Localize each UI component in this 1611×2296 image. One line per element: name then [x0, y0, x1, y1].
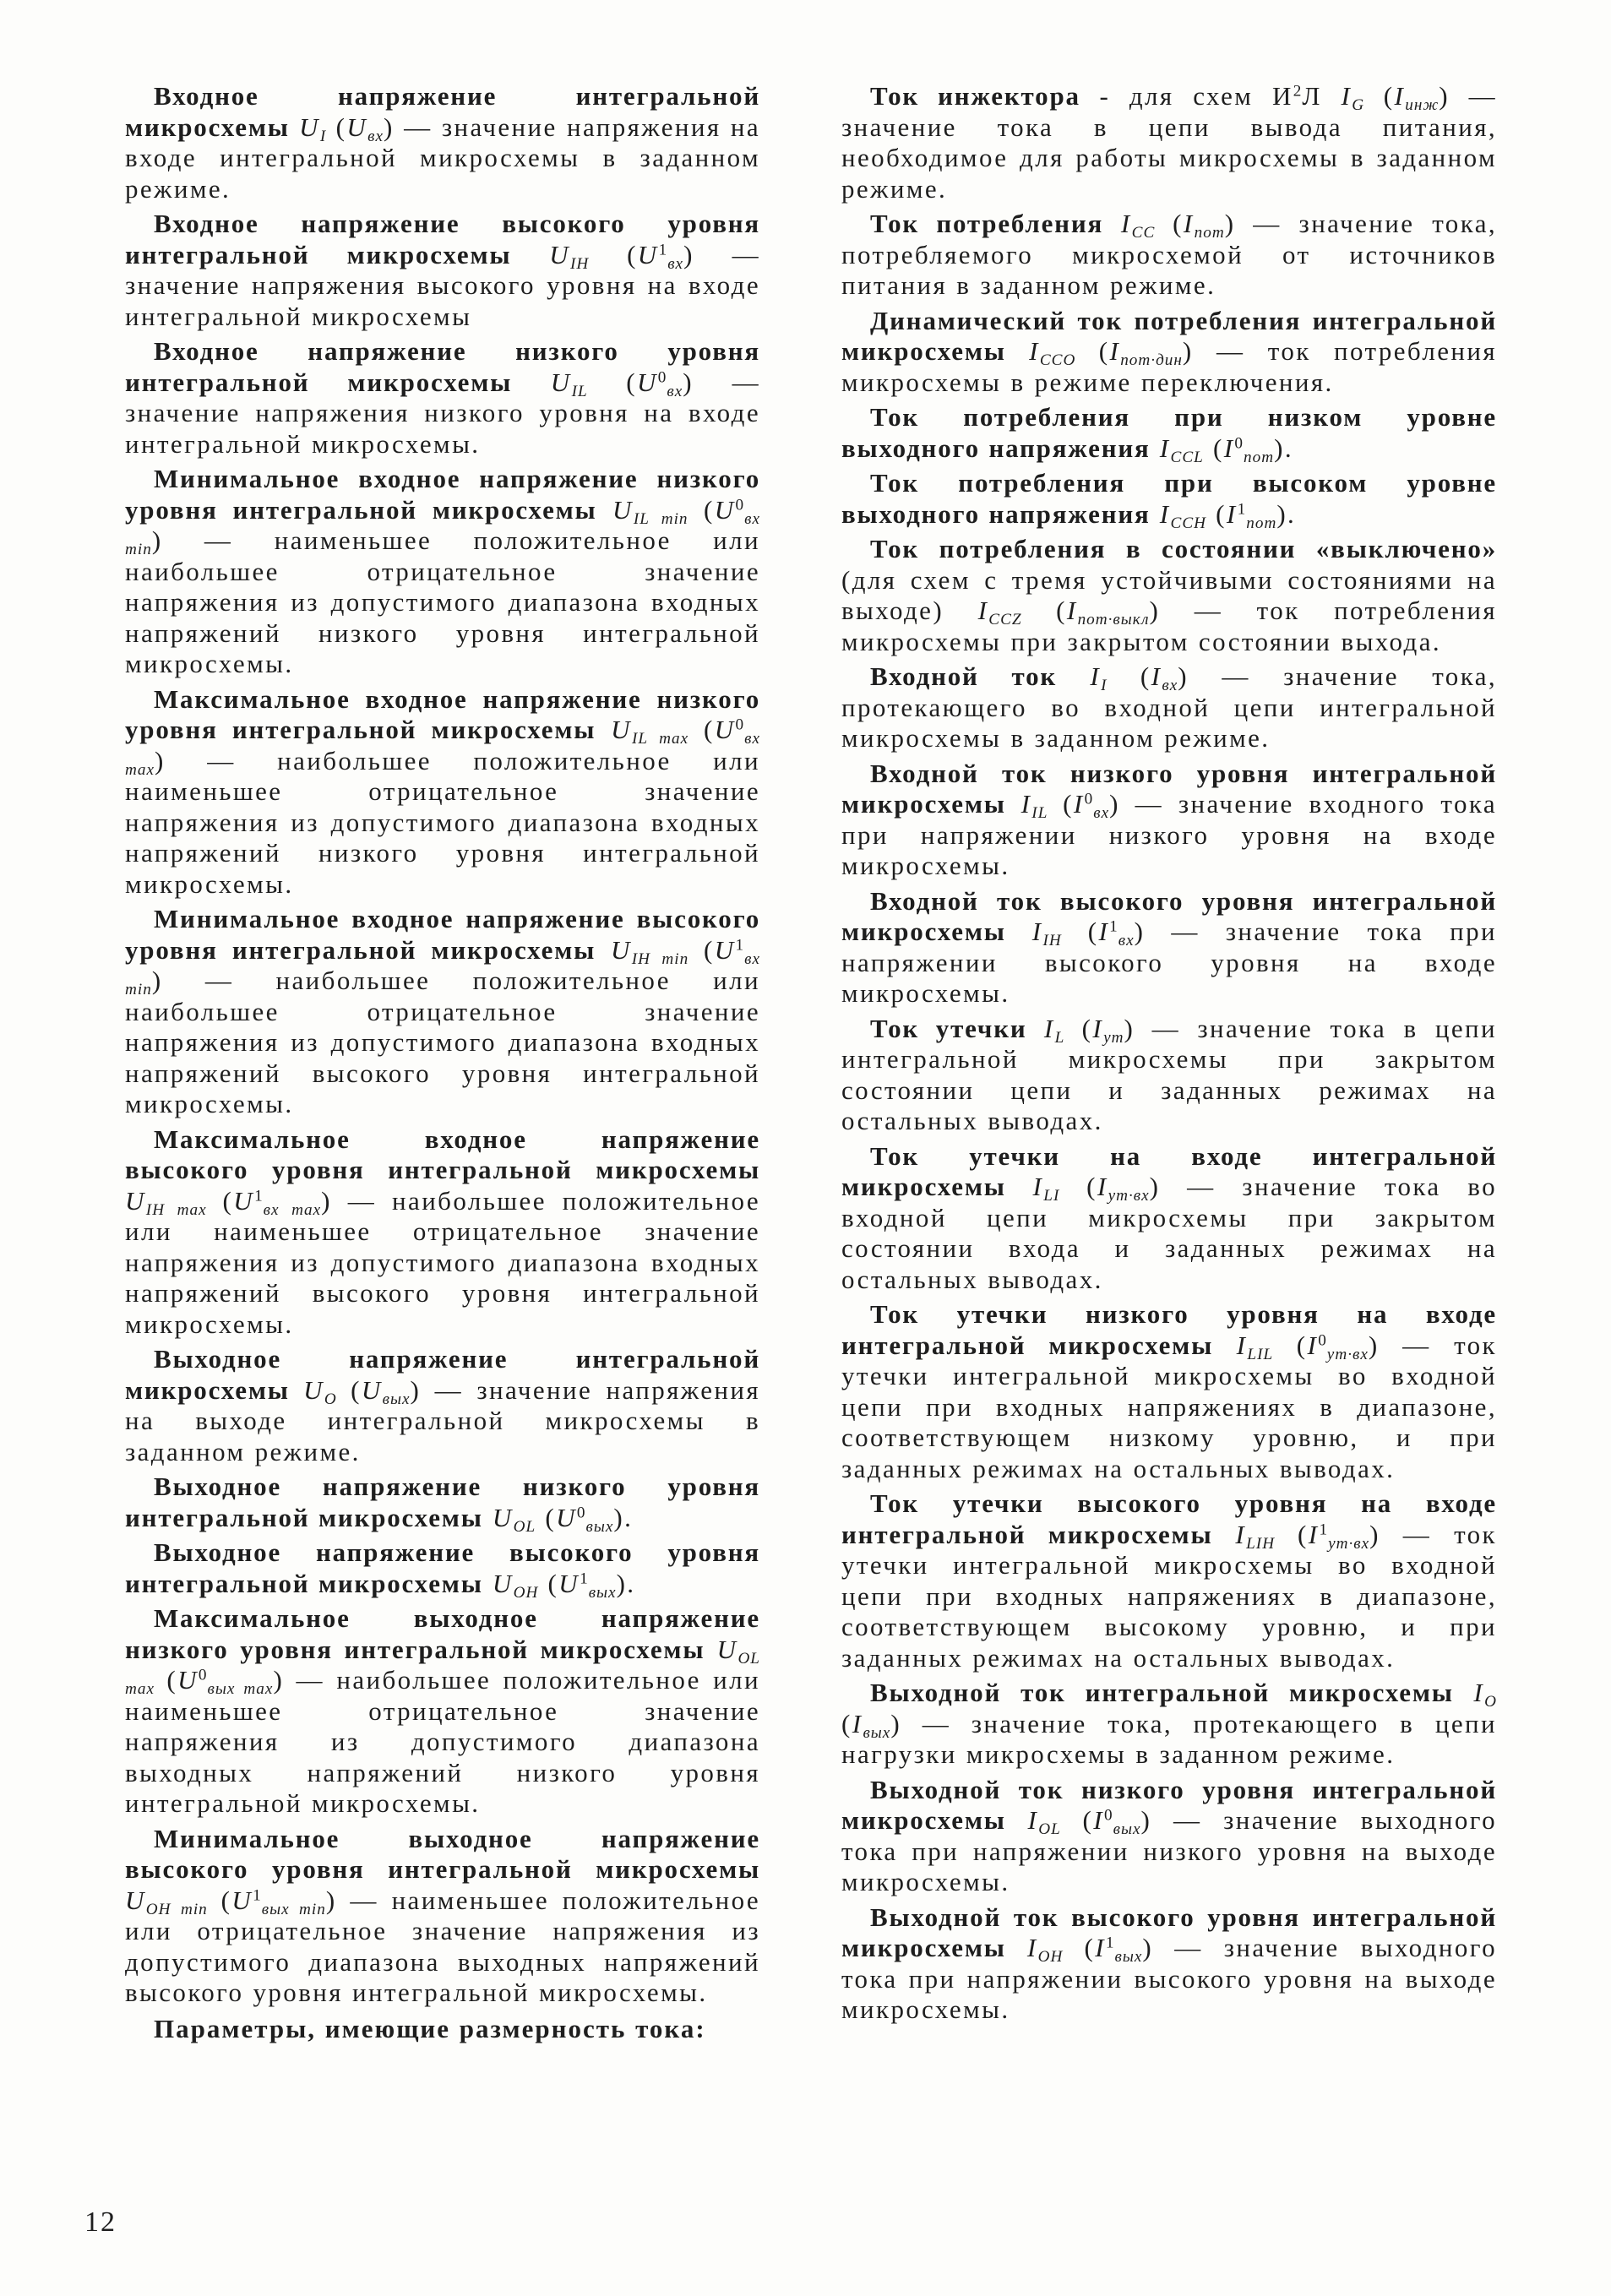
definition-entry — [125, 209, 760, 332]
definition-entry — [841, 661, 1497, 754]
definition-text: ( — [1059, 1172, 1097, 1201]
symbol-subscript: ут·вх — [1326, 1345, 1369, 1363]
definition-text: ) — значение тока в цепи интегральной микросхемы при закрытом состоянии цепи и заданных режимах на остальных выводах. — [841, 1013, 1497, 1135]
definition-text: - для схем И — [1080, 81, 1293, 111]
definition-entry — [125, 1344, 760, 1467]
symbol-superscript: 0 — [1084, 790, 1094, 808]
symbol-subscript: пот — [1246, 514, 1277, 532]
definition-text: ( — [1064, 1013, 1093, 1043]
definition-text: ) — значение напряжения на выходе интегральной микросхемы в заданном режиме. — [125, 1374, 760, 1466]
symbol-superscript: 1 — [1109, 917, 1118, 936]
definition-entry — [125, 81, 760, 204]
quantity-symbol: I — [852, 1708, 863, 1738]
symbol-superscript: 1 — [254, 1186, 264, 1205]
definition-text: ) — значение тока, потребляемого микросхемой от источников питания в заданном режиме. — [841, 209, 1497, 300]
definition-entry — [841, 759, 1497, 882]
definition-text: ( — [1107, 661, 1151, 691]
quantity-symbol: I — [1095, 1933, 1106, 1962]
quantity-symbol: I — [1473, 1678, 1485, 1707]
quantity-symbol: I — [1159, 498, 1171, 529]
quantity-symbol: I — [1026, 1933, 1038, 1962]
quantity-symbol: I — [1031, 917, 1043, 946]
symbol-subscript: O — [1484, 1692, 1497, 1711]
symbol-superscript: 1 — [1319, 1520, 1329, 1538]
symbol-subscript: LI — [1043, 1186, 1060, 1205]
definition-text — [1006, 917, 1032, 946]
defined-term: Входной ток — [870, 661, 1058, 691]
definition-text: ( — [207, 1885, 232, 1915]
symbol-subscript: вх — [667, 382, 683, 400]
symbol-superscript: 0 — [657, 367, 667, 386]
symbol-superscript: 1 — [1237, 499, 1247, 518]
quantity-symbol: U — [233, 1185, 255, 1216]
definition-text: ) — наибольшее положительное или наименьшее отрицательное значение напряжения из допустимого диапазона входных напряжений высокого уровня интегральной микросхемы. — [125, 1185, 760, 1339]
definition-entry — [841, 886, 1497, 1009]
definition-text: (для схем с тремя устойчивыми состояниями на выходе) — [841, 564, 1497, 625]
definition-text — [483, 1569, 493, 1598]
definition-entry — [841, 209, 1497, 302]
symbol-subscript: OL — [1038, 1820, 1061, 1838]
symbol-subscript: I — [1101, 676, 1108, 694]
quantity-symbol: U — [492, 1568, 514, 1598]
symbol-subscript: вых — [382, 1390, 411, 1408]
definition-text — [1006, 1805, 1028, 1835]
quantity-symbol: U — [558, 1568, 580, 1598]
quantity-symbol: I — [1093, 1805, 1105, 1835]
defined-term: Ток потребления при высоком уровне выходного напряжения — [841, 468, 1497, 529]
symbol-subscript: I — [319, 127, 327, 145]
symbol-superscript: 0 — [1104, 1806, 1113, 1825]
definition-entry — [125, 904, 760, 1120]
definition-text — [597, 495, 612, 525]
definition-text — [705, 1635, 716, 1664]
quantity-symbol: I — [1043, 1013, 1055, 1043]
symbol-subscript: IH — [1042, 931, 1062, 949]
quantity-symbol: U — [303, 1374, 324, 1405]
definition-text: ) — значение выходного тока при напряжении низкого уровня на выходе микросхемы. — [841, 1805, 1498, 1896]
definition-text: ) — значение тока во входной цепи микросхемы при закрытом состоянии входа и заданных режимах на остальных выводах. — [841, 1172, 1498, 1294]
quantity-symbol: I — [1183, 209, 1195, 238]
definition-text: ( — [1075, 336, 1110, 366]
definition-text — [1006, 789, 1021, 819]
symbol-subscript: LIL — [1247, 1345, 1274, 1363]
definition-text: ) — значение входного тока при напряжении низкого уровня на входе микросхемы. — [841, 789, 1497, 880]
quantity-symbol: I — [1151, 661, 1162, 691]
definition-entry — [841, 402, 1497, 464]
symbol-subscript: IL — [571, 382, 588, 400]
definition-text — [290, 112, 299, 142]
definition-entry — [125, 684, 760, 900]
defined-term: Входной ток высокого уровня интегральной микросхемы — [841, 885, 1497, 946]
quantity-symbol: I — [1223, 433, 1235, 463]
symbol-subscript: IL max — [631, 729, 689, 748]
symbol-subscript: CCL — [1170, 448, 1204, 466]
definition-text: ) — значение выходного тока при напряжении высокого уровня на выходе микросхемы. — [841, 1933, 1497, 2024]
definition-entry — [125, 1603, 760, 1820]
defined-term: Ток утечки высокого уровня на входе интегральной микросхемы — [841, 1488, 1497, 1549]
definition-text: ) — значение тока, протекающего в цепи нагрузки микросхемы в заданном режиме. — [841, 1708, 1497, 1769]
quantity-symbol: I — [1029, 336, 1040, 366]
quantity-symbol: I — [1027, 1805, 1039, 1835]
definition-text: ). — [616, 1568, 636, 1598]
symbol-subscript: O — [324, 1390, 337, 1408]
symbol-subscript: IH min — [631, 949, 689, 968]
symbol-subscript: пот·дин — [1120, 351, 1183, 369]
definition-text: ) — наибольшее положительное или наибольшее отрицательное значение напряжения из допустимого диапазона входных напряжений высокого уровня интегральной микросхемы. — [125, 966, 760, 1118]
definition-text: ) — значение тока в цепи вывода питания, необходимое для работы микросхемы в заданном режиме. — [841, 81, 1498, 204]
defined-term: Выходное напряжение низкого уровня интегральной микросхемы — [125, 1472, 760, 1532]
definition-text: ). — [1274, 433, 1293, 463]
symbol-subscript: CCH — [1170, 514, 1207, 532]
definition-text: ( — [1273, 1330, 1308, 1360]
symbol-subscript: IH max — [145, 1200, 207, 1219]
quantity-symbol: U — [714, 494, 736, 525]
symbol-subscript: вх — [1093, 803, 1110, 822]
quantity-symbol: U — [637, 239, 659, 269]
symbol-subscript: OH min — [145, 1900, 208, 1918]
symbol-superscript: 1 — [735, 935, 745, 954]
quantity-symbol: U — [231, 1885, 253, 1915]
defined-term: Ток потребления — [870, 209, 1104, 238]
definition-text: ) — наибольшее положительное или наименьшее отрицательное значение напряжения из допустимого диапазона выходных напряжений низкого уровня интегральной микросхемы. — [125, 1665, 760, 1818]
defined-term: Входное напряжение низкого уровня интегральной микросхемы — [125, 336, 760, 397]
definition-text — [596, 715, 611, 744]
quantity-symbol: I — [1308, 1519, 1320, 1549]
defined-term: Входное напряжение интегральной микросхемы — [125, 81, 760, 142]
definition-text — [1454, 1678, 1474, 1707]
definition-text — [511, 240, 549, 269]
defined-term: Выходное напряжение интегральной микросхемы — [125, 1344, 760, 1405]
defined-term: Ток инжектора — [870, 81, 1080, 111]
definition-text: ( — [1021, 596, 1067, 625]
definition-entry — [841, 1678, 1497, 1771]
definition-text: ( — [841, 1708, 852, 1738]
symbol-subscript: LIH — [1246, 1534, 1276, 1553]
definition-text: ( — [206, 1185, 234, 1216]
quantity-symbol: U — [549, 239, 570, 269]
definition-entry — [841, 1902, 1497, 2026]
quantity-symbol: I — [1073, 789, 1085, 819]
symbol-subscript: G — [1352, 95, 1365, 114]
definition-entry — [841, 534, 1497, 657]
symbol-subscript: вх min — [125, 949, 761, 998]
symbol-subscript: L — [1054, 1028, 1065, 1047]
definition-text — [1006, 1172, 1033, 1201]
quantity-symbol: I — [1120, 209, 1132, 238]
right-column — [841, 81, 1497, 2030]
definition-text: ( — [1063, 1933, 1096, 1962]
quantity-symbol: U — [637, 367, 658, 397]
definition-text — [596, 935, 611, 965]
symbol-subscript: CC — [1131, 223, 1156, 242]
quantity-symbol: U — [714, 715, 736, 744]
defined-term: Максимальное входное напряжение низкого уровня интегральной микросхемы — [125, 683, 760, 744]
symbol-subscript: IH — [569, 254, 590, 273]
defined-term: Ток утечки низкого уровня на входе интегральной микросхемы — [841, 1299, 1497, 1360]
symbol-subscript: ут — [1103, 1028, 1124, 1047]
symbol-superscript: 0 — [1318, 1330, 1327, 1349]
quantity-symbol: I — [1341, 81, 1352, 111]
definition-text: ( — [155, 1665, 178, 1695]
definition-text: ( — [1203, 433, 1224, 463]
definition-entry — [841, 1775, 1497, 1898]
defined-term: Динамический ток потребления интегральной микросхемы — [841, 305, 1497, 366]
quantity-symbol: U — [177, 1665, 199, 1695]
defined-term: Ток потребления в состоянии «выключено» — [870, 534, 1497, 563]
definition-text: ( — [1060, 1805, 1094, 1835]
symbol-subscript: OL max — [125, 1649, 760, 1698]
definition-text: ( — [536, 1502, 557, 1532]
definition-text: ( — [589, 239, 638, 269]
symbol-superscript: 1 — [253, 1885, 262, 1904]
defined-term: Выходной ток интегральной микросхемы — [870, 1678, 1454, 1707]
defined-term: Максимальное выходное напряжение низкого уровня интегральной микросхемы — [125, 1603, 760, 1664]
symbol-subscript: вх — [1162, 676, 1178, 694]
quantity-symbol: U — [550, 367, 572, 397]
defined-term: Максимальное входное напряжение высокого уровня интегральной микросхемы — [125, 1124, 760, 1184]
definition-entry — [841, 1299, 1497, 1484]
quantity-symbol: U — [125, 1185, 146, 1216]
defined-term: Ток утечки на входе интегральной микросхемы — [841, 1140, 1497, 1201]
symbol-subscript: IL — [1031, 803, 1048, 822]
symbol-subscript: вх — [667, 254, 684, 273]
quantity-symbol: I — [1236, 1330, 1248, 1360]
definition-text: ( — [688, 715, 715, 744]
defined-term: Минимальное выходное напряжение высокого уровня интегральной микросхемы — [125, 1823, 760, 1884]
symbol-subscript: пот·выкл — [1077, 610, 1150, 628]
quantity-symbol: I — [1032, 1172, 1044, 1201]
definition-text: ) — значение тока при напряжении высокого уровня на входе микросхемы. — [841, 917, 1497, 1008]
definition-text: ). — [1276, 498, 1297, 529]
definition-entry — [841, 1488, 1497, 1673]
definition-text: ( — [1206, 498, 1227, 529]
definition-text: ( — [587, 367, 637, 397]
quantity-symbol: I — [1307, 1330, 1319, 1360]
definition-text — [1151, 499, 1160, 529]
symbol-subscript: вх max — [263, 1200, 322, 1219]
definition-text: ( — [326, 112, 347, 142]
symbol-superscript: 0 — [198, 1666, 208, 1684]
quantity-symbol: I — [1066, 596, 1078, 625]
symbol-subscript: вых max — [207, 1679, 274, 1698]
definition-entry — [125, 464, 760, 680]
definition-text — [1212, 1520, 1235, 1549]
definition-entry — [125, 1537, 760, 1602]
definition-text — [1151, 433, 1160, 463]
definition-text: ) — ток потребления микросхемы в режиме переключения. — [841, 336, 1497, 397]
symbol-subscript: ут·вх — [1108, 1186, 1150, 1205]
quantity-symbol: I — [1159, 433, 1171, 463]
defined-term: Ток утечки — [870, 1013, 1027, 1043]
defined-term: Входной ток низкого уровня интегральной микросхемы — [841, 758, 1497, 819]
quantity-symbol: U — [556, 1502, 577, 1532]
definition-entry — [841, 81, 1497, 204]
quantity-symbol: I — [1097, 1172, 1108, 1201]
definition-text: ) — наименьшее положительное или отрицательное значение напряжения из допустимого диапазона выходных напряжений высокого уровня интегральной микросхемы. — [125, 1885, 761, 2007]
definition-text: ( — [538, 1568, 559, 1598]
symbol-subscript: CCZ — [988, 610, 1022, 628]
quantity-symbol: I — [1109, 336, 1121, 366]
quantity-symbol: I — [1020, 789, 1032, 819]
left-column — [125, 81, 760, 2048]
symbol-superscript: 0 — [576, 1503, 586, 1521]
symbol-superscript: 1 — [580, 1569, 589, 1587]
symbol-superscript: 1 — [658, 240, 668, 258]
definition-text: ( — [688, 934, 715, 965]
definition-text — [483, 1503, 493, 1532]
definition-text: ( — [336, 1374, 362, 1405]
definition-text: ( — [688, 494, 715, 525]
definition-text: ) — наибольшее положительное или наименьшее отрицательное значение напряжения из допустимого диапазона входных напряжений низкого уровня интегральной микросхемы. — [125, 745, 760, 899]
quantity-symbol: U — [125, 1885, 146, 1915]
symbol-subscript: вых min — [261, 1900, 326, 1918]
section-heading: Параметры, имеющие размерность тока: — [154, 2013, 706, 2043]
definition-entry — [125, 1824, 760, 2009]
definition-text: ) — значение напряжения на входе интегральной микросхемы в заданном режиме. — [125, 112, 761, 204]
definition-text — [512, 367, 551, 397]
symbol-subscript: вых — [863, 1723, 891, 1742]
symbol-subscript: вх — [1118, 931, 1135, 949]
symbol-subscript: вых — [588, 1583, 617, 1602]
symbol-subscript: пот — [1194, 223, 1225, 242]
definition-text: ) — наименьшее положительное или наибольшее отрицательное значение напряжения из допустимого диапазона входных напряжений низкого уровня интегральной микросхемы. — [125, 525, 760, 678]
quantity-symbol: U — [610, 934, 632, 965]
symbol-superscript: 2 — [1293, 82, 1303, 101]
definition-text: ) — значение напряжения низкого уровня на входе интегральной микросхемы. — [125, 367, 760, 459]
definition-text — [1103, 209, 1121, 238]
quantity-symbol: U — [714, 934, 736, 965]
symbol-subscript: вх — [367, 127, 384, 145]
quantity-symbol: I — [1098, 917, 1110, 946]
definition-text: Л — [1302, 81, 1342, 111]
definition-entry — [125, 336, 760, 460]
quantity-symbol: U — [346, 112, 368, 142]
symbol-subscript: IL min — [633, 509, 688, 528]
quantity-symbol: U — [299, 112, 320, 142]
defined-term: Выходной ток высокого уровня интегральной микросхемы — [841, 1902, 1497, 1962]
symbol-subscript: вых — [585, 1517, 614, 1536]
definition-text: ( — [1364, 81, 1395, 111]
definition-entry — [841, 306, 1497, 399]
symbol-subscript: пот — [1244, 448, 1275, 466]
quantity-symbol: U — [612, 494, 634, 525]
definition-text: ) — значение тока, протекающего во входной цепи интегральной микросхемы в заданном режиме. — [841, 661, 1498, 753]
quantity-symbol: I — [1226, 498, 1238, 529]
symbol-superscript: 0 — [1234, 433, 1244, 452]
definition-entry — [125, 1124, 760, 1341]
definition-text — [1006, 1933, 1027, 1962]
definition-text: ( — [1275, 1519, 1309, 1549]
definition-entry — [125, 1472, 760, 1536]
definition-text — [290, 1375, 303, 1405]
quantity-symbol: U — [492, 1502, 514, 1532]
symbol-subscript: вых — [1114, 1947, 1143, 1966]
symbol-superscript: 0 — [735, 495, 745, 514]
definition-text — [1213, 1330, 1237, 1360]
definition-entry — [841, 1014, 1497, 1137]
quantity-symbol: I — [1394, 81, 1406, 111]
quantity-symbol: I — [977, 596, 989, 625]
symbol-superscript: 1 — [1105, 1934, 1115, 1952]
page-number: 12 — [84, 2206, 117, 2238]
quantity-symbol: U — [611, 715, 632, 744]
definition-text — [1027, 1014, 1044, 1043]
definition-text: ) — значение напряжения высокого уровня на входе интегральной микросхемы — [125, 239, 760, 331]
symbol-subscript: вх min — [125, 509, 760, 558]
definition-text — [1057, 661, 1090, 691]
quantity-symbol: U — [716, 1634, 738, 1664]
quantity-symbol: I — [1090, 661, 1102, 691]
definition-text: ) — ток потребления микросхемы при закрытом состоянии выхода. — [841, 596, 1497, 656]
symbol-subscript: вых — [1113, 1820, 1141, 1838]
symbol-subscript: инж — [1405, 95, 1440, 114]
symbol-subscript: OL — [513, 1517, 536, 1536]
symbol-subscript: OH — [1037, 1947, 1064, 1966]
symbol-subscript: OH — [513, 1583, 539, 1602]
symbol-subscript: CCO — [1039, 351, 1076, 369]
defined-term: Входное напряжение высокого уровня интегральной микросхемы — [125, 209, 760, 269]
quantity-symbol: I — [1092, 1013, 1104, 1043]
defined-term: Выходное напряжение высокого уровня интегральной микросхемы — [125, 1537, 760, 1598]
symbol-subscript: ут·вх — [1328, 1534, 1370, 1553]
definition-text: ) — ток утечки интегральной микросхемы во входной цепи при входных напряжениях в диапазоне, соответствующем низкому уровню, и при заданных режимах на остальных выводах. — [841, 1330, 1497, 1483]
symbol-subscript: вх max — [125, 729, 760, 779]
defined-term: Выходной ток низкого уровня интегральной микросхемы — [841, 1774, 1497, 1835]
definition-text: ( — [1061, 917, 1099, 946]
definition-entry — [841, 468, 1497, 530]
quantity-symbol: I — [1235, 1519, 1247, 1549]
defined-term: Минимальное входное напряжение низкого уровня интегральной микросхемы — [125, 464, 760, 525]
symbol-superscript: 0 — [735, 715, 745, 734]
definition-text — [1006, 336, 1029, 366]
definition-text: ) — ток утечки интегральной микросхемы во входной цепи при входных напряжениях в диапазоне, соответствующем высокому уровню, и при заданных режимах на остальных выводах. — [841, 1519, 1498, 1673]
definition-text: ). — [613, 1502, 634, 1532]
defined-term: Ток потребления при низком уровне выходного напряжения — [841, 402, 1497, 463]
definition-entry — [841, 1141, 1497, 1296]
defined-term: Минимальное входное напряжение высокого уровня интегральной микросхемы — [125, 904, 760, 965]
definition-text: ( — [1155, 209, 1184, 238]
definition-text: ( — [1048, 789, 1074, 819]
quantity-symbol: U — [361, 1374, 383, 1405]
